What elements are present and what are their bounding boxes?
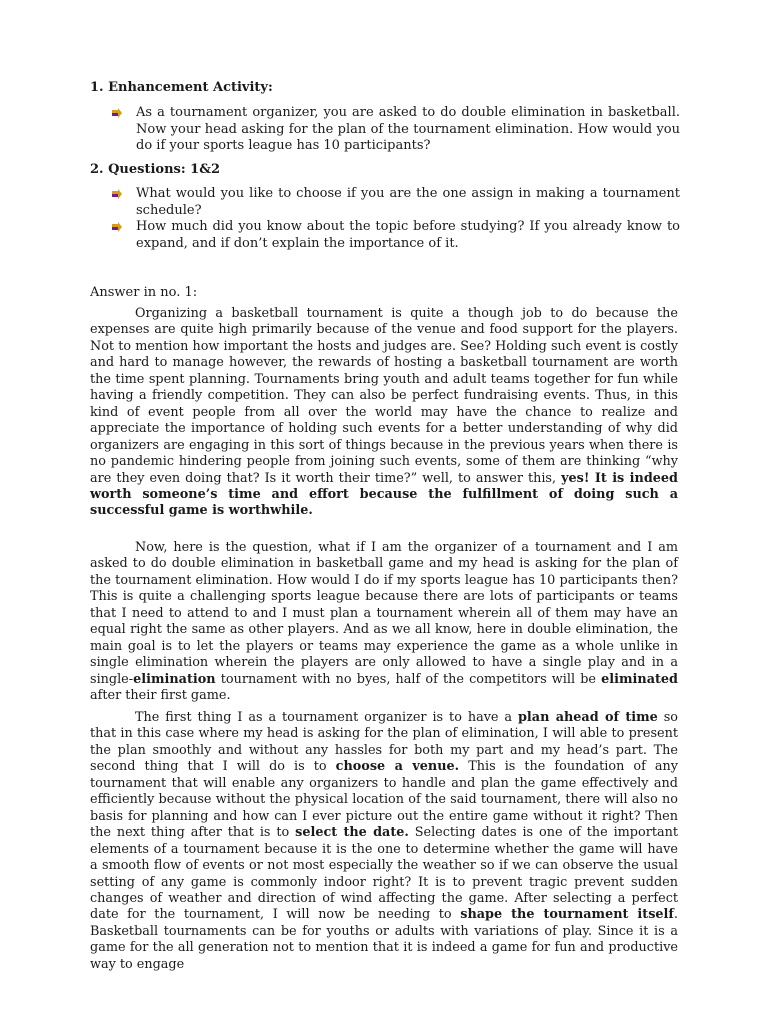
paragraph-text: Selecting dates is one of the important elements of a tournament because it is the one to determine whether the game will have a smooth flow of events or not most especially the weather so if we can observe the usual setting of any game is commonly indoor right? It is to prevent tragic prevent sudden changes of weather and direction of wind affecting the game. After selecting a perfect date for the tournament, I will now be needing to — [90, 825, 678, 923]
answer-paragraph-1 — [90, 306, 678, 520]
bold-emphasis-text: yes! It is indeed worth someone’s time and effort because the fulfillment of doing such a successful game is worthwhile. — [90, 470, 678, 519]
section-1-heading: 1. Enhancement Activity: — [90, 80, 273, 95]
paragraph-text: The first thing I as a tournament organizer is to have a — [135, 710, 518, 725]
arrow-bullet-icon — [112, 108, 122, 118]
bold-emphasis-text: eliminated — [601, 671, 678, 687]
answer-paragraph-3 — [90, 710, 678, 973]
bold-emphasis-text: elimination — [133, 671, 216, 687]
bold-emphasis-text: shape the tournament itself — [460, 907, 674, 923]
section-1-bullet-text: As a tournament organizer, you are asked to do double elimination in basketball. Now your head asking for the plan of the tournament elimination. How would you do if your sports league has 10 participants? — [136, 105, 680, 153]
paragraph-text: Organizing a basketball tournament is quite a though job to do because the expenses are quite high primarily because of the venue and food support for the players. Not to mention how important the hosts and judges are. See? Holding such event is costly and hard to manage however, the rewards of hosting a basketball tournament are worth the time spent planning. Tournaments bring youth and adult teams together for fun while having a friendly competition. They can also be perfect fundraising events. Thus, in this kind of event people from all over the world may have the chance to realize and appreciate the importance of holding such events for a better understanding of why did organizers are engaging in this sort of things because in the previous years when there is no pandemic hindering people from joining such events, some of them are thinking “why are they even doing that? Is it worth their time?” well, to answer this, — [90, 306, 678, 486]
section-2-bullet-item — [112, 186, 680, 219]
section-2-bullet-text: What would you like to choose if you are the one assign in making a tournament schedule? — [136, 186, 680, 218]
section-2-heading: 2. Questions: 1&2 — [90, 162, 220, 177]
section-1-bullet-item — [112, 105, 680, 155]
paragraph-text: so that in this case where my head is asking for the plan of elimination, I will able to present the plan smoothly and without any hassles for both my part and my head’s part. The second thing that I will do is to — [90, 710, 678, 775]
arrow-bullet-icon — [112, 189, 122, 199]
paragraph-text: after their first game. — [90, 688, 231, 704]
section-2-bullet-list — [112, 186, 680, 252]
section-2-bullet-item — [112, 219, 680, 252]
bold-emphasis-text: select the date. — [295, 825, 409, 841]
paragraph-text: Now, here is the question, what if I am the organizer of a tournament and I am asked to do double elimination in basketball game and my head is asking for the plan of the tournament elimination. How would I do if my sports league has 10 participants then? This is quite a challenging sports league because there are lots of participants or teams that I need to attend to and I must plan a tournament wherein all of them may have an equal right the same as other players. And as we all know, here in double elimination, the main goal is to let the players or teams may experience the game as a whole unlike in single elimination wherein the players are only allowed to have a single play and in a single- — [90, 540, 678, 687]
section-1-bullet-list — [112, 105, 680, 155]
arrow-bullet-icon — [112, 222, 122, 232]
answer-paragraph-2 — [90, 540, 678, 705]
bold-emphasis-text: plan ahead of time — [517, 710, 658, 725]
answer-label: Answer in no. 1: — [90, 285, 198, 300]
paragraph-text: tournament with no byes, half of the competitors will be — [215, 671, 602, 687]
bold-emphasis-text: choose a venue. — [335, 759, 460, 775]
paragraph-text: This is the foundation of any tournament that will enable any organizers to handle and plan the game effectively and efficiently because without the physical location of the said tournament, there will also no basis for planning and how can I ever picture out the entire game without it right? Then the next thing after that is to — [90, 759, 678, 841]
paragraph-text: . Basketball tournaments can be for youths or adults with variations of play. Since it is a game for the all generation not to mention that it is indeed a game for fun and productive way to engage — [90, 907, 678, 972]
section-2-bullet-text: How much did you know about the topic before studying? If you already know to expand, and if don’t explain the importance of it. — [136, 219, 680, 251]
